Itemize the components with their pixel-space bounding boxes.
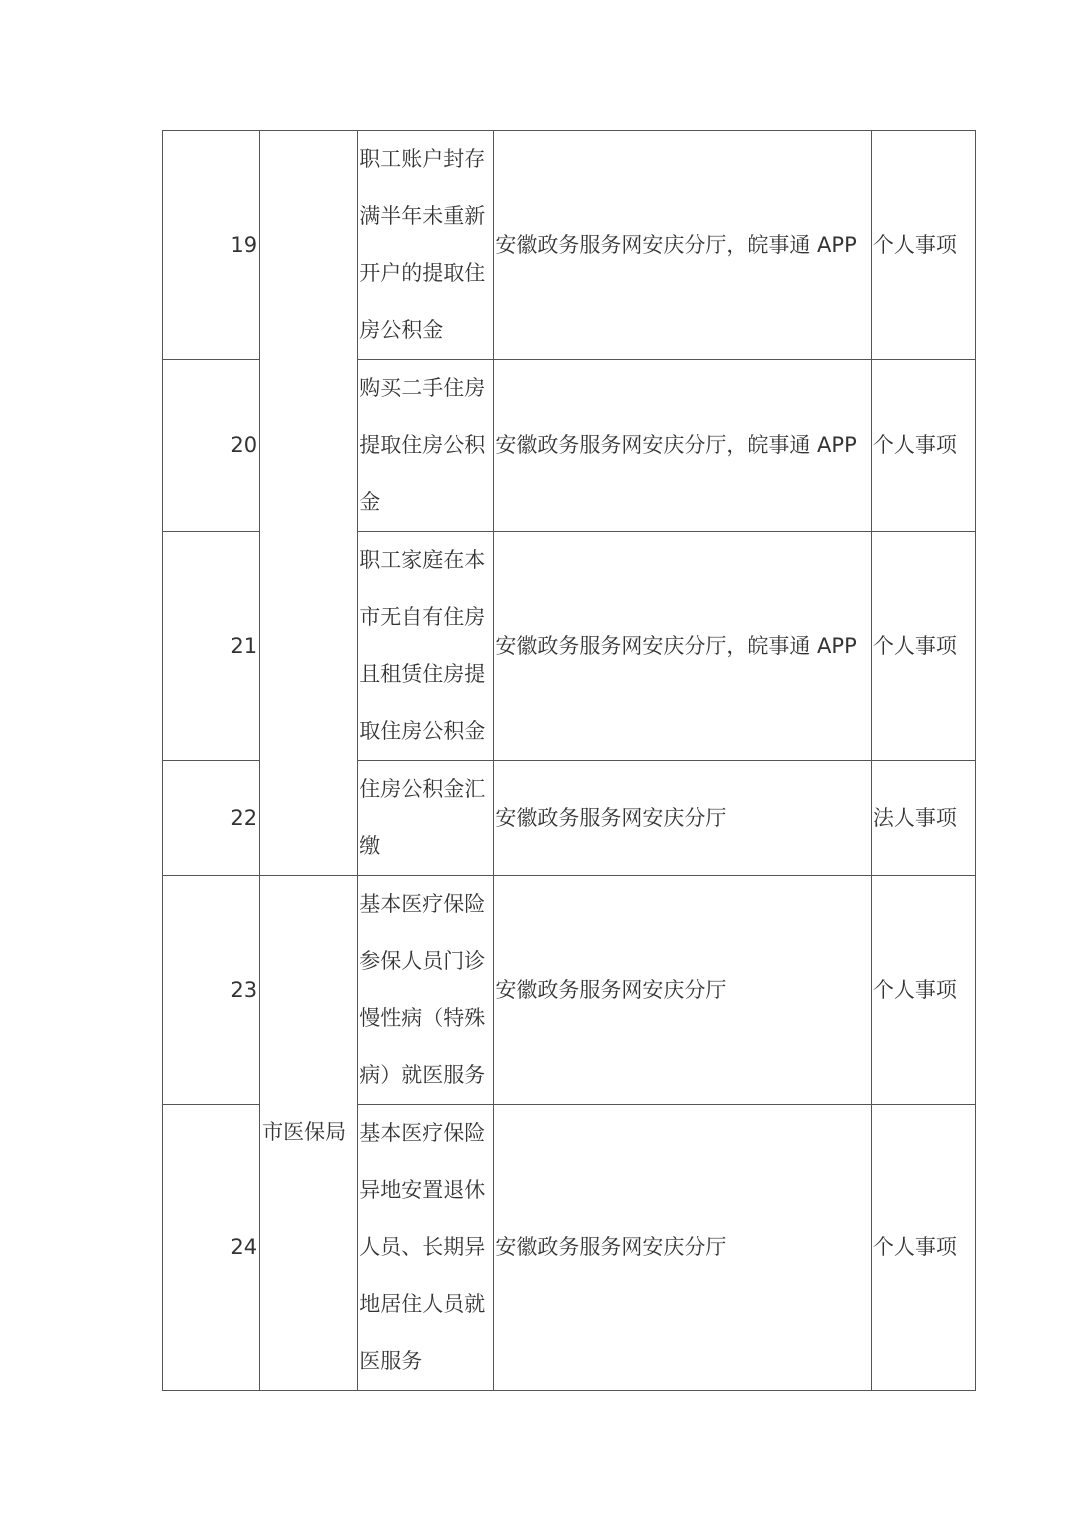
- service-channel: 安徽政务服务网安庆分厅，皖事通 APP: [494, 360, 871, 532]
- item-type: 个人事项: [871, 532, 975, 761]
- department-cell: [260, 876, 358, 1391]
- item-name: 基本医疗保险异地安置退休人员、长期异地居住人员就医服务: [358, 1105, 494, 1391]
- item-type: 个人事项: [871, 1105, 975, 1391]
- item-type: 个人事项: [871, 131, 975, 360]
- item-name: 职工账户封存满半年未重新开户的提取住房公积金: [358, 131, 494, 360]
- service-items-table: [162, 130, 976, 1391]
- department-label: 市医保局: [262, 1120, 347, 1144]
- service-channel: 安徽政务服务网安庆分厅: [494, 761, 871, 876]
- table-row: [163, 876, 976, 1105]
- item-name: 购买二手住房提取住房公积金: [358, 360, 494, 532]
- table-row: [163, 131, 976, 360]
- item-type: 个人事项: [871, 876, 975, 1105]
- service-channel: 安徽政务服务网安庆分厅: [494, 1105, 871, 1391]
- item-name: 基本医疗保险参保人员门诊慢性病（特殊病）就医服务: [358, 876, 494, 1105]
- item-name: 职工家庭在本市无自有住房且租赁住房提取住房公积金: [358, 532, 494, 761]
- item-type: 法人事项: [871, 761, 975, 876]
- item-type: 个人事项: [871, 360, 975, 532]
- service-channel: 安徽政务服务网安庆分厅，皖事通 APP: [494, 131, 871, 360]
- item-number: 21: [163, 532, 260, 761]
- service-channel: 安徽政务服务网安庆分厅，皖事通 APP: [494, 532, 871, 761]
- item-number: 24: [163, 1105, 260, 1391]
- department-spacer: [262, 877, 357, 1104]
- item-number: 23: [163, 876, 260, 1105]
- item-number: 22: [163, 761, 260, 876]
- item-name: 住房公积金汇缴: [358, 761, 494, 876]
- item-number: 20: [163, 360, 260, 532]
- department-cell: [260, 131, 358, 876]
- service-channel: 安徽政务服务网安庆分厅: [494, 876, 871, 1105]
- item-number: 19: [163, 131, 260, 360]
